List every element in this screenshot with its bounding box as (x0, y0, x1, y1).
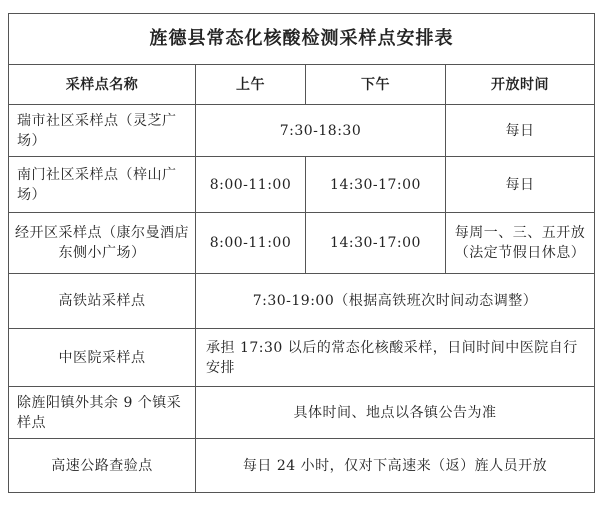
time-pm: 14:30-17:00 (306, 157, 446, 213)
site-name: 高速公路查验点 (9, 439, 196, 493)
time-am: 8:00-11:00 (196, 213, 306, 274)
time-note: 承担 17:30 以后的常态化核酸采样，日间时间中医院自行安排 (196, 329, 595, 387)
site-name: 南门社区采样点（梓山广场） (9, 157, 196, 213)
table-row (9, 387, 595, 439)
site-name: 经开区采样点（康尔曼酒店东侧小广场） (9, 213, 196, 274)
table-row (9, 213, 595, 274)
schedule-table (8, 13, 595, 493)
time-allday: 7:30-18:30 (196, 105, 446, 157)
table-row (9, 157, 595, 213)
header-row (9, 65, 595, 105)
site-name: 中医院采样点 (9, 329, 196, 387)
time-am: 8:00-11:00 (196, 157, 306, 213)
table-row (9, 274, 595, 329)
site-name: 高铁站采样点 (9, 274, 196, 329)
time-note: 每日 24 小时，仅对下高速来（返）旌人员开放 (196, 439, 595, 493)
site-name: 除旌阳镇外其余 9 个镇采样点 (9, 387, 196, 439)
header-am: 上午 (196, 65, 306, 105)
table-row (9, 439, 595, 493)
header-open: 开放时间 (446, 65, 595, 105)
time-note: 7:30-19:00（根据高铁班次时间动态调整） (196, 274, 595, 329)
open-time: 每日 (446, 157, 595, 213)
header-pm: 下午 (306, 65, 446, 105)
open-time: 每周一、三、五开放（法定节假日休息） (446, 213, 595, 274)
time-note: 具体时间、地点以各镇公告为准 (196, 387, 595, 439)
open-time: 每日 (446, 105, 595, 157)
table-title: 旌德县常态化核酸检测采样点安排表 (9, 14, 595, 65)
site-name: 瑞市社区采样点（灵芝广场） (9, 105, 196, 157)
time-pm: 14:30-17:00 (306, 213, 446, 274)
title-row (9, 14, 595, 65)
table-row (9, 329, 595, 387)
header-site: 采样点名称 (9, 65, 196, 105)
schedule-document (8, 13, 594, 493)
table-row (9, 105, 595, 157)
